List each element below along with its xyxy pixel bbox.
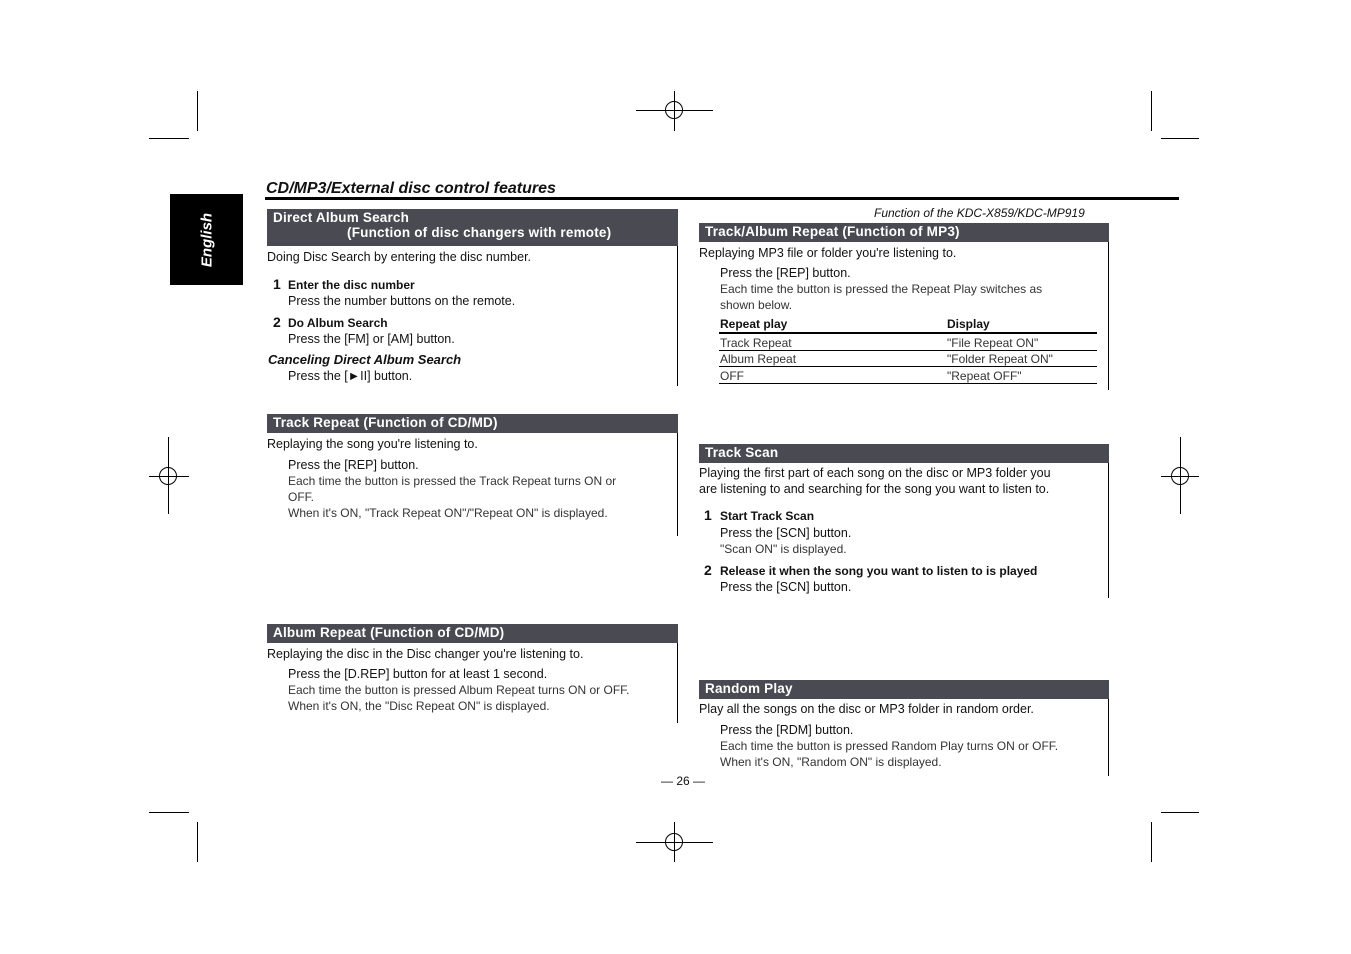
step-title: Start Track Scan: [720, 509, 815, 523]
action-text: Press the [D.REP] button for at least 1 second.: [288, 667, 548, 681]
step-title: Do Album Search: [288, 316, 388, 330]
step-title: Release it when the song you want to listen to is played: [720, 564, 1038, 578]
table-cell: "File Repeat ON": [947, 336, 1039, 350]
language-tab-label: English: [198, 212, 215, 267]
section-title-line2: (Function of disc changers with remote): [347, 225, 612, 240]
section-header: Random Play: [699, 680, 1109, 699]
cancel-subheading: Canceling Direct Album Search: [268, 352, 462, 367]
title-rule: [265, 197, 1179, 200]
table-header-rule: [719, 332, 1097, 334]
section-header: Track Repeat (Function of CD/MD): [267, 414, 678, 433]
note-text: When it's ON, "Track Repeat ON"/"Repeat ON" is displayed.: [288, 506, 608, 520]
language-tab: [170, 194, 243, 285]
section-header: [267, 209, 678, 246]
function-note: Function of the KDC-X859/KDC-MP919: [874, 206, 1085, 220]
note-text: OFF.: [288, 490, 314, 504]
note-text: Each time the button is pressed Album Repeat turns ON or OFF.: [288, 683, 630, 697]
section-border: [1108, 463, 1109, 598]
section-border: [677, 643, 678, 723]
table-cell: OFF: [720, 369, 744, 383]
section-intro: Replaying the song you're listening to.: [267, 437, 478, 451]
table-header-display: Display: [947, 317, 990, 331]
section-border: [1108, 242, 1109, 390]
table-cell: Track Repeat: [720, 336, 792, 350]
page-number: — 26 —: [661, 774, 706, 788]
action-text: Press the [REP] button.: [720, 266, 851, 280]
cancel-text: Press the [►II] button.: [288, 369, 413, 383]
step-text: Press the [SCN] button.: [720, 580, 852, 594]
step-note: "Scan ON" is displayed.: [720, 542, 847, 556]
section-intro: Replaying the disc in the Disc changer you're listening to.: [267, 647, 584, 661]
step-text: Press the number buttons on the remote.: [288, 294, 516, 308]
action-text: Press the [RDM] button.: [720, 723, 854, 737]
page-title: CD/MP3/External disc control features: [266, 180, 556, 197]
section-intro: Play all the songs on the disc or MP3 folder in random order.: [699, 702, 1034, 716]
section-intro: Replaying MP3 file or folder you're listening to.: [699, 246, 957, 260]
note-text: Each time the button is pressed Random Play turns ON or OFF.: [720, 739, 1059, 753]
table-cell: "Folder Repeat ON": [947, 352, 1053, 366]
section-border: [677, 246, 678, 386]
section-title-line1: Direct Album Search: [273, 210, 410, 225]
table-row-rule: [719, 366, 1097, 367]
table-cell: "Repeat OFF": [947, 369, 1022, 383]
note-text: Each time the button is pressed the Repeat Play switches as: [720, 282, 1043, 296]
table-header-repeat-play: Repeat play: [720, 317, 788, 331]
step-title: Enter the disc number: [288, 278, 415, 292]
step-text: Press the [SCN] button.: [720, 526, 852, 540]
section-border: [677, 433, 678, 536]
step-number: 2: [273, 314, 281, 330]
table-row-rule: [719, 383, 1097, 384]
section-header: Track/Album Repeat (Function of MP3): [699, 223, 1109, 242]
step-text: Press the [FM] or [AM] button.: [288, 332, 455, 346]
step-number: 2: [704, 562, 712, 578]
step-number: 1: [273, 276, 281, 292]
section-intro: Playing the first part of each song on the disc or MP3 folder you: [699, 466, 1051, 480]
table-row-rule: [719, 350, 1097, 351]
note-text: When it's ON, the "Disc Repeat ON" is displayed.: [288, 699, 550, 713]
action-text: Press the [REP] button.: [288, 458, 419, 472]
section-intro: Doing Disc Search by entering the disc number.: [267, 250, 532, 264]
step-number: 1: [704, 507, 712, 523]
section-border: [1108, 699, 1109, 776]
section-header: Track Scan: [699, 444, 1109, 463]
note-text: When it's ON, "Random ON" is displayed.: [720, 755, 942, 769]
note-text: shown below.: [720, 298, 793, 312]
section-intro: are listening to and searching for the song you want to listen to.: [699, 482, 1050, 496]
table-cell: Album Repeat: [720, 352, 797, 366]
note-text: Each time the button is pressed the Track Repeat turns ON or: [288, 474, 617, 488]
section-header: Album Repeat (Function of CD/MD): [267, 624, 678, 643]
